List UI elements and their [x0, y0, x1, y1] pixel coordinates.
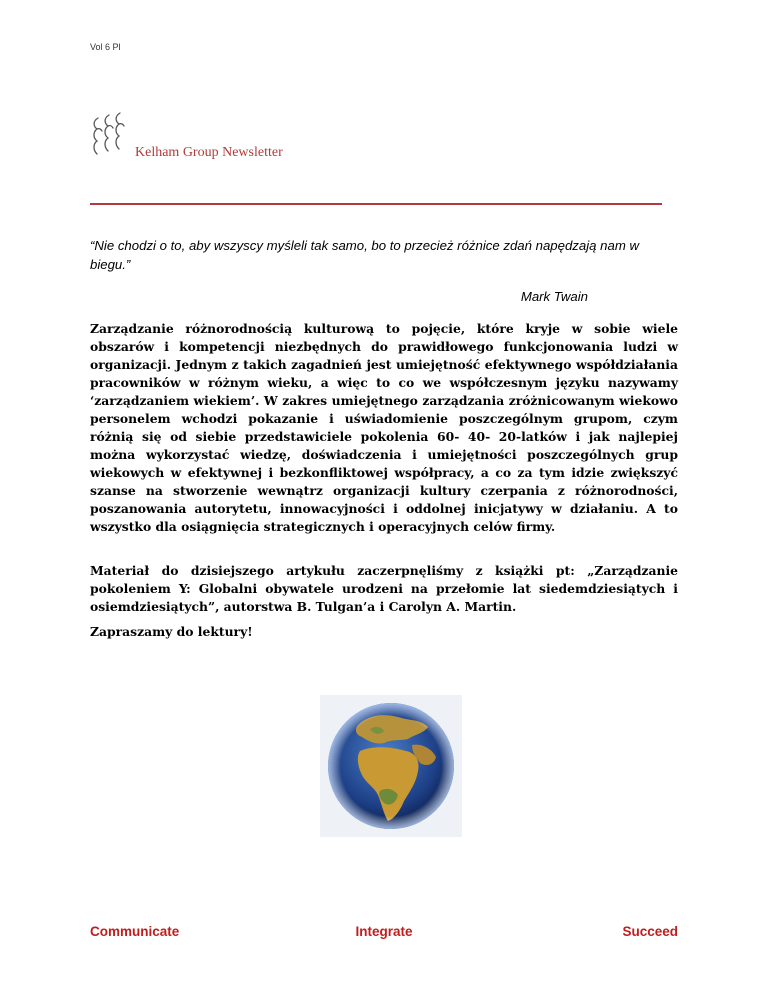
newsletter-brand-title: Kelham Group Newsletter: [135, 145, 283, 160]
globe-icon: [320, 695, 462, 837]
article-paragraph-source: Materiał do dzisiejszego artykułu zaczerpnęliśmy z książki pt: „Zarządzanie pokoleniem Y: Globalni obywatele urodzeni na przełomie lat siedemdziesiątych i osiemdziesiątych”, autorstwa B. Tulgan’a i Carolyn A. Martin.: [90, 563, 678, 614]
article-paragraph-invite: Zapraszamy do lektury!: [90, 624, 253, 639]
article-paragraph-intro: Zarządzanie różnorodnością kulturową to pojęcie, które kryje w sobie wiele obszarów i kompetencji niezbędnych do prawidłowego funkcjonowania ludzi w organizacji. Jednym z takich zagadnień jest umiejętność efektywnego współdziałania pracowników w różnym wieku, a więc to co we współczesnym języku nazywamy ‘zarządzaniem wiekiem’. W zakres umiejętnego zarządzania zróżnicowanym wiekowo personelem wchodzi pokazanie i uświadomienie poszczególnym grupom, czym różnią się od siebie przedstawiciele pokolenia 60- 40- 20-latków i jak najlepiej można wykorzystać wiedzę, doświadczenia i umiejętności poszczególnych grup wiekowych w efektywnej i bezkonfliktowej współpracy, a co za tym idzie zwiększyć szanse na stworzenie wewnątrz organizacji kultury czerpania z różnorodności, poszanowania autorytetu, innowacyjności i oddolnej inicjatywy w działaniu. A to wszystko dla osiągnięcia strategicznych i operacyjnych celów firmy.: [90, 321, 678, 534]
volume-label: Vol 6 Pl: [90, 42, 121, 52]
quote-author: Mark Twain: [520, 289, 588, 304]
kelham-logo-icon: [90, 112, 130, 160]
opening-quote: “Nie chodzi o to, aby wszyscy myśleli tak samo, bo to przecież różnice zdań napędzają nam w biegu.”: [90, 238, 639, 272]
footer-succeed: Succeed: [622, 924, 678, 939]
header-divider: [90, 203, 662, 205]
footer-communicate: Communicate: [90, 924, 180, 939]
footer-integrate: Integrate: [355, 924, 413, 939]
globe-image: [320, 695, 462, 837]
